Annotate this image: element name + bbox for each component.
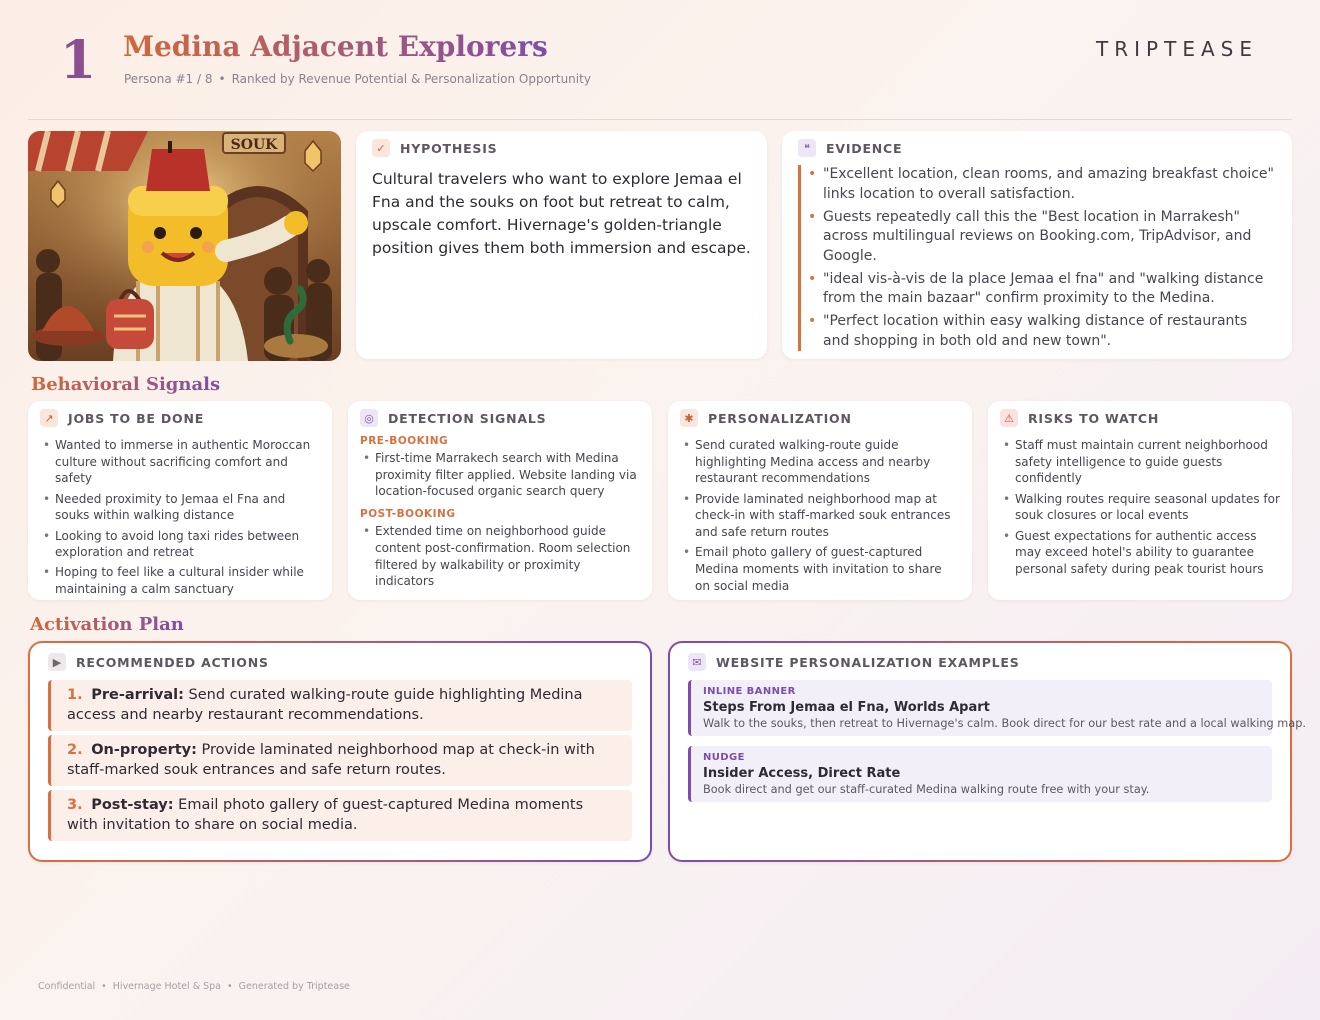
- example-title: Steps From Jemaa el Fna, Worlds Apart: [703, 700, 990, 715]
- persona-index: Persona #1 / 8: [124, 72, 213, 86]
- evidence-label: EVIDENCE: [826, 140, 903, 156]
- evidence-item: • "Excellent location, clean rooms, and amazing breakfast choice" links location to overall satisfaction.: [823, 165, 1276, 204]
- persona-subtitle: [124, 72, 591, 86]
- example-body: Book direct and get our staff-curated Medina walking route free with your stay.: [703, 783, 1150, 796]
- persona-ranking: Ranked by Revenue Potential & Personalization Opportunity: [231, 72, 591, 86]
- recommended-actions-card: [28, 641, 652, 862]
- pre-booking-label: PRE-BOOKING: [360, 435, 449, 447]
- target-icon: ◎: [360, 409, 378, 427]
- action-number: 1.: [67, 687, 83, 703]
- hypothesis-text: Cultural travelers who want to explore Jemaa el Fna and the souks on foot but retreat to calm, upscale comfort. Hivernage's golden-triangle position gives them both immersion and escape.: [372, 170, 751, 257]
- detection-card: [348, 401, 652, 600]
- action-key: Post-stay:: [91, 797, 174, 813]
- jobs-item: • Needed proximity to Jemaa el Fna and souks within walking distance: [40, 491, 320, 524]
- example-body: Walk to the souks, then retreat to Hivernage's calm. Book direct for our best rate and a local walking map.: [703, 717, 1306, 730]
- risks-list: [1000, 437, 1280, 578]
- example-tag: NUDGE: [703, 752, 745, 763]
- header-divider: [28, 119, 1292, 120]
- example-nudge: [688, 746, 1272, 802]
- pre-booking-list: [360, 450, 640, 500]
- risks-item: • Staff must maintain current neighborhood safety intelligence to guide guests confidently: [1000, 437, 1280, 487]
- action-number: 2.: [67, 742, 83, 758]
- pre-booking-item: • First-time Marrakech search with Medina proximity filter applied. Website landing via location-focused organic search query: [360, 450, 640, 500]
- action-item-post-stay: [48, 790, 632, 841]
- persona-illustration: [28, 131, 341, 361]
- risks-card: [988, 401, 1292, 600]
- risks-header: [1000, 409, 1280, 427]
- play-icon: ▶: [48, 653, 66, 671]
- separator-dot: •: [218, 72, 226, 86]
- footer-hotel: Hivernage Hotel & Spa: [112, 981, 222, 992]
- mail-icon: ✉: [688, 653, 706, 671]
- personalization-item: • Email photo gallery of guest-captured Medina moments with invitation to share on social media: [680, 544, 960, 594]
- personalization-card: [668, 401, 972, 600]
- example-inline-banner: [688, 680, 1306, 736]
- example-title: Insider Access, Direct Rate: [703, 766, 901, 781]
- hypothesis-header: [372, 139, 751, 157]
- evidence-item: • Guests repeatedly call this the "Best location in Marrakesh" across multilingual reviews on Booking.com, TripAdvisor, and Google.: [823, 208, 1276, 267]
- personalization-label: PERSONALIZATION: [708, 410, 852, 426]
- risks-item: • Guest expectations for authentic access may exceed hotel's ability to guarantee personal safety during peak tourist hours: [1000, 528, 1280, 578]
- persona-title: Medina Adjacent Explorers: [123, 30, 548, 63]
- jobs-header: [40, 409, 320, 427]
- personalization-list: [680, 437, 960, 594]
- recommended-actions-header: [48, 653, 269, 671]
- souk-sign-text: SOUK: [230, 137, 278, 153]
- hypothesis-card: [356, 131, 767, 359]
- footer-confidential: Confidential: [38, 981, 96, 992]
- action-number: 3.: [67, 797, 83, 813]
- jobs-item: • Looking to avoid long taxi rides between exploration and retreat: [40, 528, 320, 561]
- post-booking-label: POST-BOOKING: [360, 508, 456, 521]
- evidence-card: [782, 131, 1292, 359]
- website-examples-label: WEBSITE PERSONALIZATION EXAMPLES: [716, 654, 1020, 670]
- sparkle-icon: ✱: [680, 409, 698, 427]
- souk-mascot-image: [28, 131, 341, 361]
- arrow-up-right-icon: ↗: [40, 409, 58, 427]
- detection-label: DETECTION SIGNALS: [388, 410, 547, 426]
- evidence-header: [798, 139, 1276, 157]
- post-booking-list: [360, 523, 640, 590]
- risks-label: RISKS TO WATCH: [1028, 410, 1160, 426]
- page-footer: [38, 981, 350, 992]
- jobs-card: [28, 401, 332, 600]
- website-examples-header: [688, 653, 1020, 671]
- action-key: Pre-arrival:: [91, 687, 184, 703]
- action-key: On-property:: [91, 742, 197, 758]
- quote-icon: ❝: [798, 139, 816, 157]
- brand-logo: TRIPTEASE: [1096, 37, 1258, 61]
- recommended-actions-label: RECOMMENDED ACTIONS: [76, 654, 269, 670]
- personalization-header: [680, 409, 960, 427]
- jobs-item: • Hoping to feel like a cultural insider while maintaining a calm sanctuary: [40, 564, 320, 597]
- activation-plan-title: Activation Plan: [30, 614, 184, 635]
- evidence-item: • "ideal vis-à-vis de la place Jemaa el fna" and "walking distance from the main bazaar" confirm proximity to the Medina.: [823, 270, 1276, 309]
- website-examples-card: [668, 641, 1306, 862]
- example-tag: INLINE BANNER: [703, 686, 796, 697]
- action-item-pre-arrival: [48, 680, 632, 731]
- action-item-on-property: [48, 735, 632, 786]
- persona-number: 1: [60, 30, 97, 91]
- risks-item: • Walking routes require seasonal updates for souk closures or local events: [1000, 491, 1280, 524]
- separator-dot: •: [227, 981, 233, 992]
- page-header: [0, 0, 1320, 120]
- warning-icon: ⚠: [1000, 409, 1018, 427]
- post-booking-item: • Extended time on neighborhood guide content post-confirmation. Room selection filtered by walkability or proximity indicators: [360, 523, 640, 590]
- jobs-list: [40, 437, 320, 598]
- detection-header: [360, 409, 640, 427]
- footer-generated: Generated by Triptease: [238, 981, 350, 992]
- evidence-list: [798, 165, 1276, 351]
- check-icon: ✓: [372, 139, 390, 157]
- evidence-item: • "Perfect location within easy walking distance of restaurants and shopping in both old and new town".: [823, 312, 1276, 351]
- hypothesis-label: HYPOTHESIS: [400, 140, 498, 156]
- action-text: Send curated walking-route guide highlighting Medina access and nearby restaurant recommendations.: [67, 687, 583, 723]
- behavioral-signals-title: Behavioral Signals: [31, 374, 221, 395]
- personalization-item: • Send curated walking-route guide highlighting Medina access and nearby restaurant recommendations: [680, 437, 960, 487]
- action-text: Provide laminated neighborhood map at check-in with staff-marked souk entrances and safe return routes.: [67, 742, 595, 778]
- action-text: Email photo gallery of guest-captured Medina moments with invitation to share on social media.: [67, 797, 584, 833]
- personalization-item: • Provide laminated neighborhood map at check-in with staff-marked souk entrances and safe return routes: [680, 491, 960, 541]
- separator-dot: •: [101, 981, 107, 992]
- jobs-label: JOBS TO BE DONE: [68, 410, 205, 426]
- jobs-item: • Wanted to immerse in authentic Moroccan culture without sacrificing comfort and safety: [40, 437, 320, 487]
